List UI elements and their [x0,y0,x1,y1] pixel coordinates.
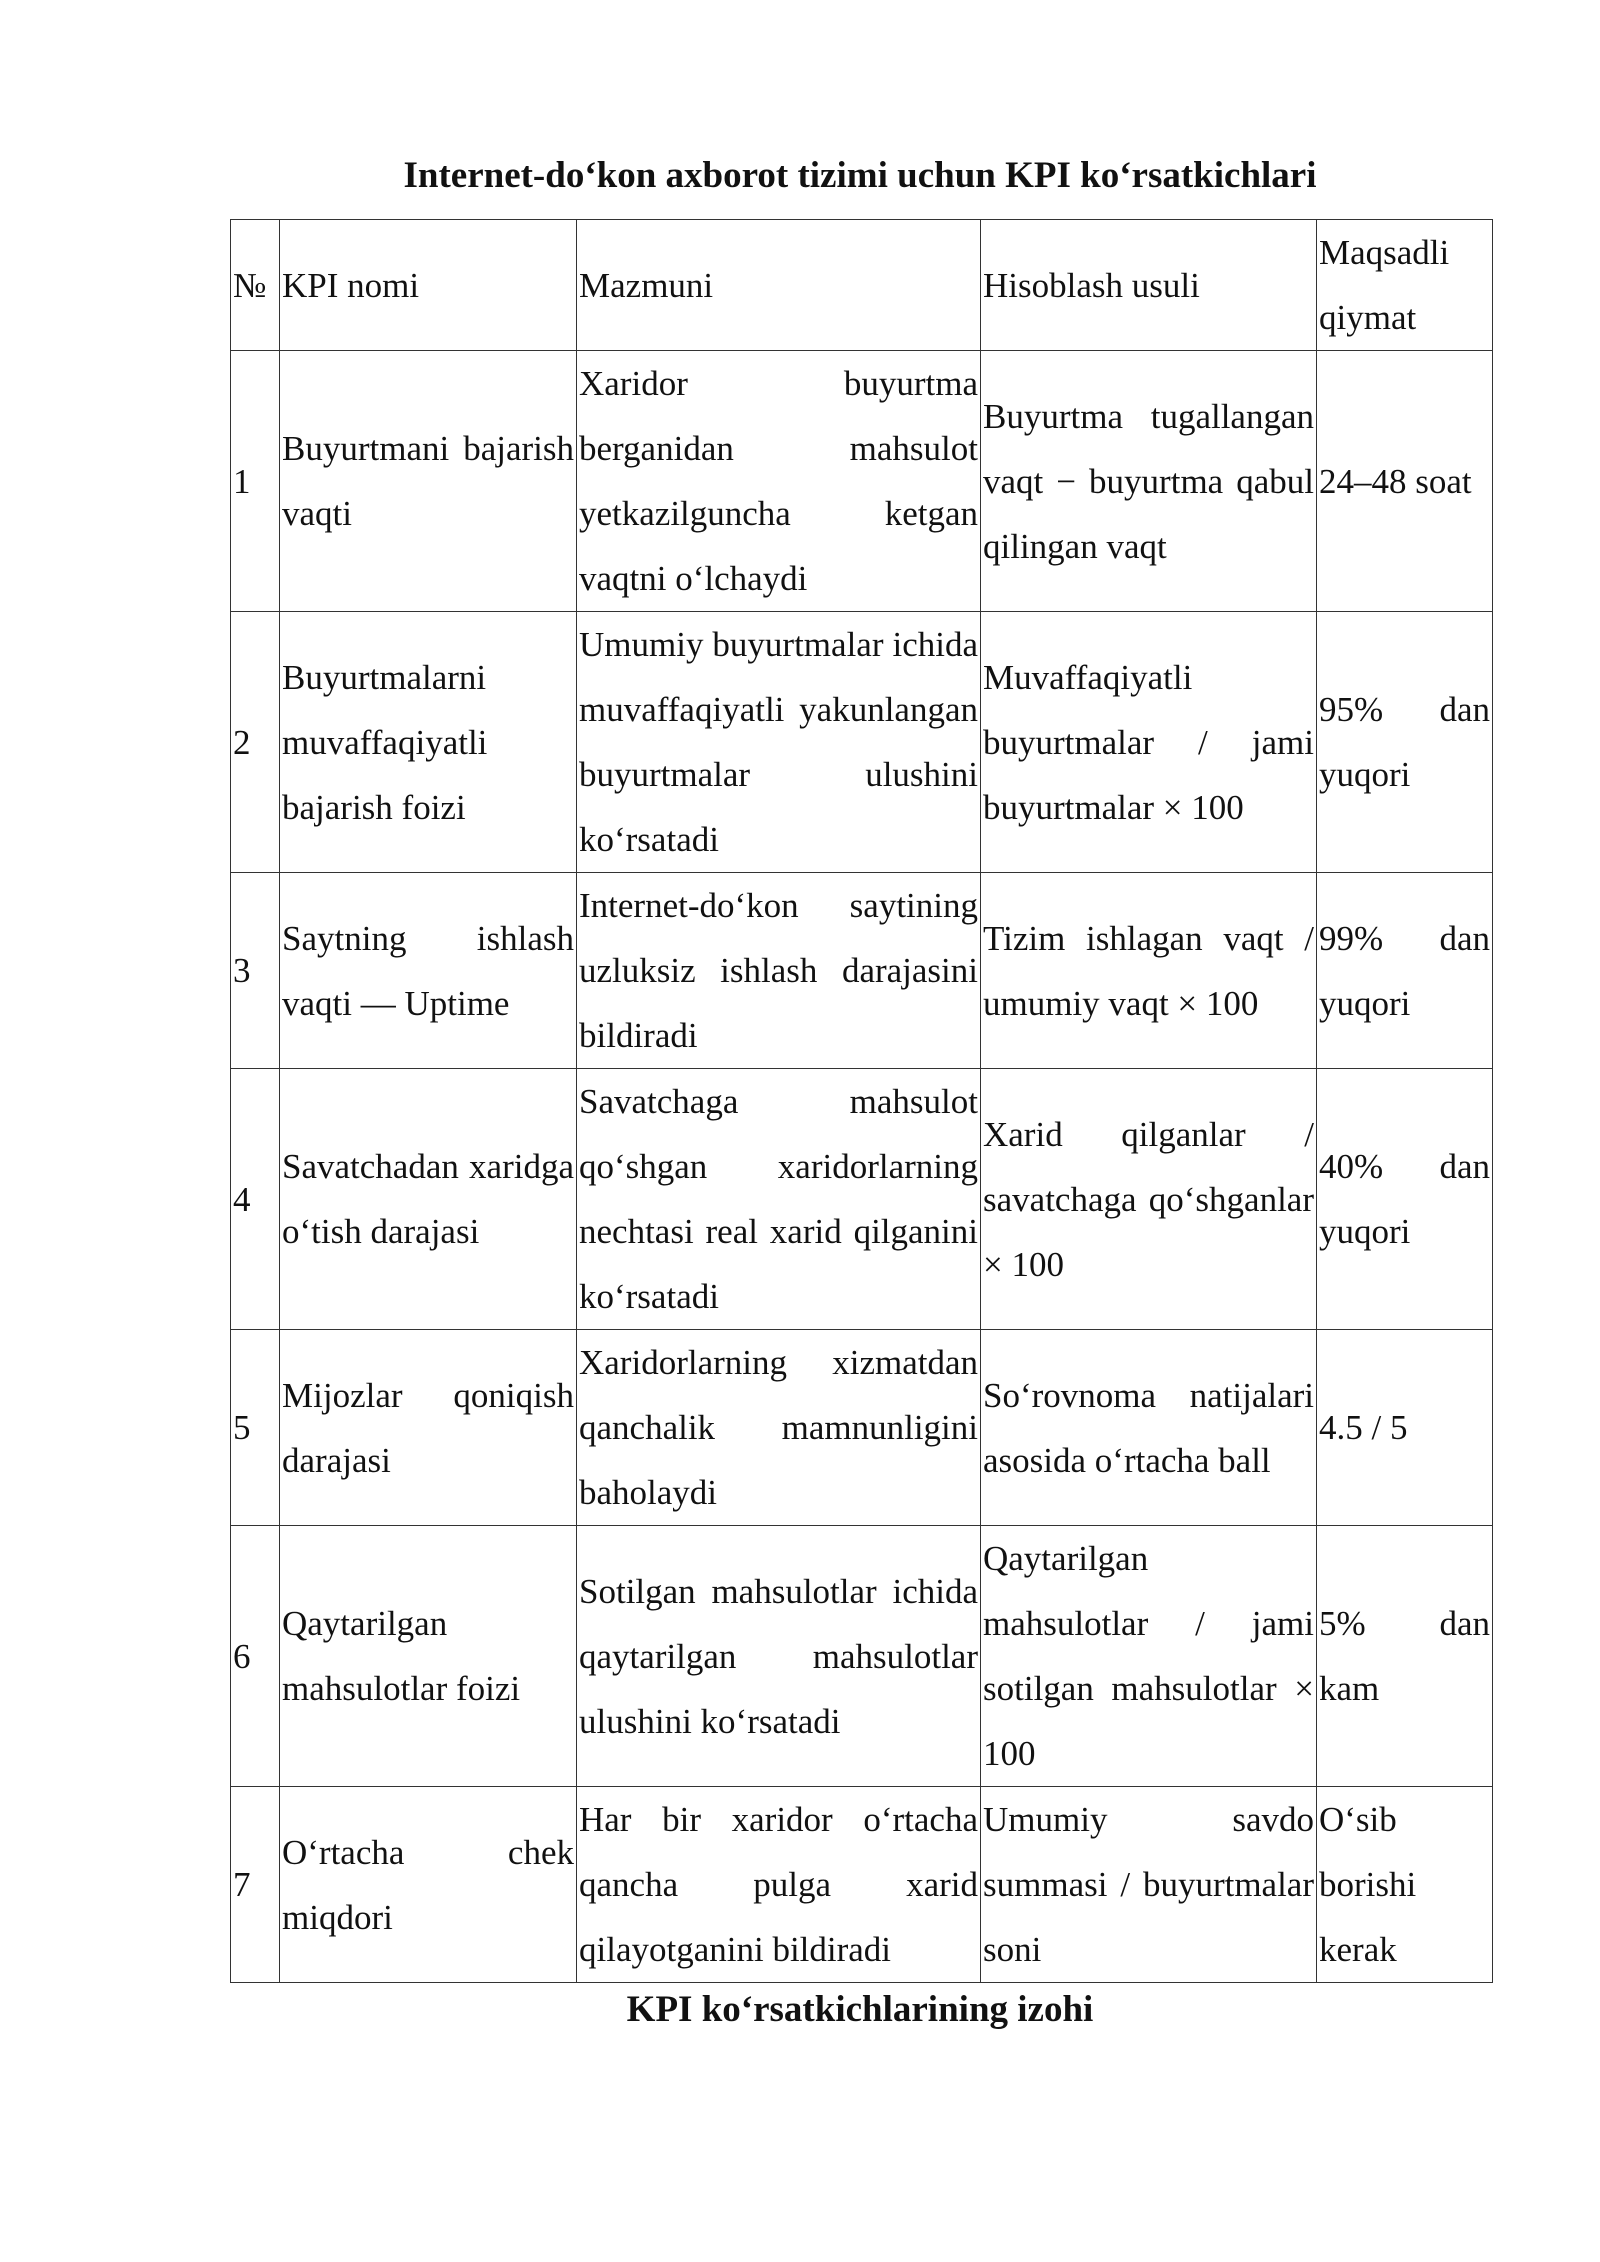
kpi-content: Xaridorlarning xizmatdan qanchalik mamnunligini baholaydi [577,1330,981,1526]
table-row [231,351,1493,612]
table-row [231,1526,1493,1787]
kpi-content: Internet-do‘kon saytining uzluksiz ishlash darajasini bildiradi [577,873,981,1069]
kpi-content: Umumiy buyurtmalar ichida muvaffaqiyatli yakunlangan buyurtmalar ulushini ko‘rsatadi [577,612,981,873]
row-number: 6 [231,1526,280,1787]
header-content: Mazmuni [577,220,981,351]
table-row [231,1787,1493,1983]
kpi-method: Buyurtma tugallangan vaqt − buyurtma qabul qilingan vaqt [981,351,1317,612]
kpi-target: 4.5 / 5 [1317,1330,1493,1526]
section-heading: KPI ko‘rsatkichlarining izohi [626,1989,1094,2030]
kpi-method: So‘rovnoma natijalari asosida o‘rtacha ball [981,1330,1317,1526]
kpi-method: Muvaffaqiyatli buyurtmalar / jami buyurtmalar × 100 [981,612,1317,873]
kpi-name: Buyurtmalarni muvaffaqiyatli bajarish foizi [280,612,577,873]
kpi-target: 24–48 soat [1317,351,1493,612]
kpi-table [230,219,1493,1983]
document-title: Internet-do‘kon axborot tizimi uchun KPI ko‘rsatkichlari [403,155,1317,196]
kpi-method: Xarid qilganlar / savatchaga qo‘shganlar × 100 [981,1069,1317,1330]
kpi-target: 40% dan yuqori [1317,1069,1493,1330]
kpi-method: Qaytarilgan mahsulotlar / jami sotilgan mahsulotlar × 100 [981,1526,1317,1787]
kpi-target: O‘sib borishi kerak [1317,1787,1493,1983]
kpi-target: 95% dan yuqori [1317,612,1493,873]
row-number: 7 [231,1787,280,1983]
kpi-name: Buyurtmani bajarish vaqti [280,351,577,612]
kpi-target: 5% dan kam [1317,1526,1493,1787]
kpi-name: Qaytarilgan mahsulotlar foizi [280,1526,577,1787]
header-number: № [231,220,280,351]
kpi-method: Tizim ishlagan vaqt / umumiy vaqt × 100 [981,873,1317,1069]
kpi-content: Sotilgan mahsulotlar ichida qaytarilgan mahsulotlar ulushini ko‘rsatadi [577,1526,981,1787]
kpi-content: Xaridor buyurtma berganidan mahsulot yetkazilguncha ketgan vaqtni o‘lchaydi [577,351,981,612]
kpi-name: Savatchadan xaridga o‘tish darajasi [280,1069,577,1330]
table-row [231,612,1493,873]
kpi-method: Umumiy savdo summasi / buyurtmalar soni [981,1787,1317,1983]
header-target-value: Maqsadli qiymat [1317,220,1493,351]
kpi-content: Savatchaga mahsulot qo‘shgan xaridorlarning nechtasi real xarid qilganini ko‘rsatadi [577,1069,981,1330]
kpi-name: O‘rtacha chek miqdori [280,1787,577,1983]
kpi-name: Mijozlar qoniqish darajasi [280,1330,577,1526]
table-row [231,1330,1493,1526]
table-row [231,1069,1493,1330]
row-number: 1 [231,351,280,612]
kpi-name: Saytning ishlash vaqti — Uptime [280,873,577,1069]
table-row [231,873,1493,1069]
row-number: 4 [231,1069,280,1330]
kpi-target: 99% dan yuqori [1317,873,1493,1069]
table-header-row [231,220,1493,351]
header-kpi-name: KPI nomi [280,220,577,351]
row-number: 3 [231,873,280,1069]
row-number: 2 [231,612,280,873]
row-number: 5 [231,1330,280,1526]
header-calculation-method: Hisoblash usuli [981,220,1317,351]
kpi-content: Har bir xaridor o‘rtacha qancha pulga xarid qilayotganini bildiradi [577,1787,981,1983]
